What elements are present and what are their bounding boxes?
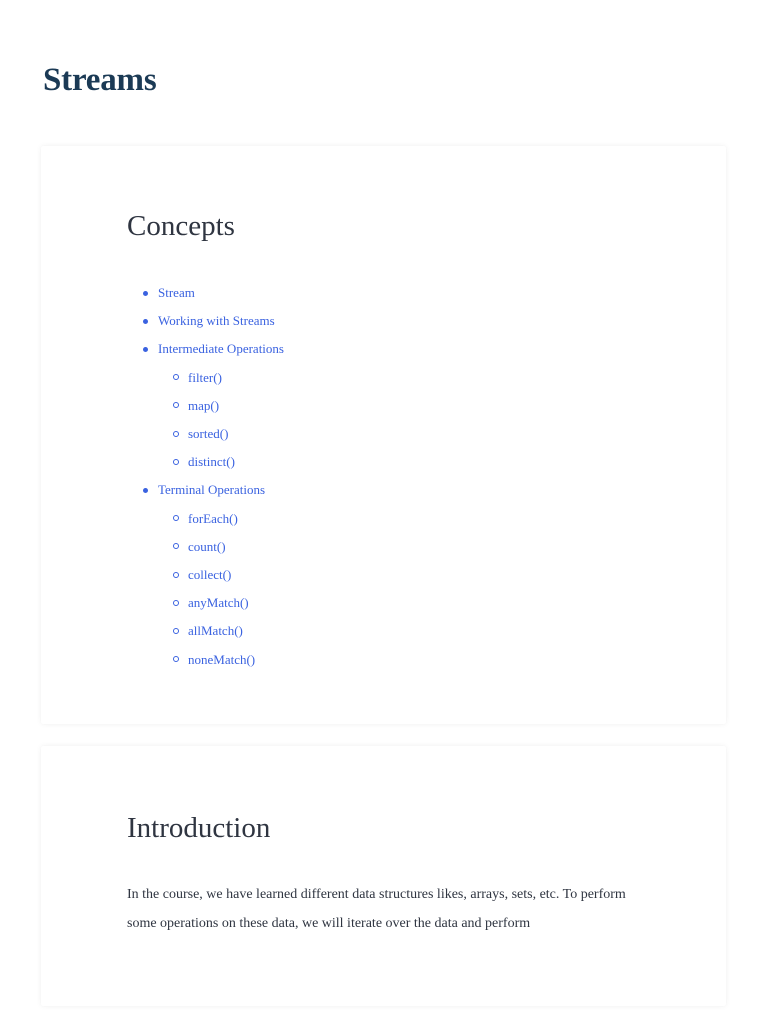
link-count[interactable]: count() [188, 538, 226, 554]
list-item-foreach [158, 505, 284, 533]
list-item-count [158, 533, 284, 561]
list-item-allmatch [158, 617, 284, 645]
link-nonematch[interactable]: noneMatch() [188, 651, 256, 667]
page-title: Streams [43, 62, 157, 98]
link-filter[interactable]: filter() [188, 369, 222, 385]
link-foreach[interactable]: forEach() [188, 510, 238, 526]
link-terminal-operations[interactable]: Terminal Operations [158, 482, 266, 498]
link-anymatch[interactable]: anyMatch() [188, 595, 249, 611]
list-item-filter [158, 364, 284, 392]
link-collect[interactable]: collect() [188, 567, 232, 583]
link-stream[interactable]: Stream [158, 285, 195, 300]
introduction-card [41, 746, 726, 1006]
concepts-list [127, 279, 284, 674]
list-item-collect [158, 561, 284, 589]
list-item-sorted [158, 420, 284, 448]
list-item-map [158, 392, 284, 420]
list-item-stream [127, 279, 284, 307]
link-working-with-streams[interactable]: Working with Streams [158, 313, 275, 329]
link-distinct[interactable]: distinct() [188, 454, 235, 470]
link-map[interactable]: map() [188, 397, 220, 413]
terminal-operations-sublist [158, 505, 284, 674]
concepts-card [41, 146, 726, 724]
list-item-nonematch [158, 646, 284, 674]
list-item-working-with-streams [127, 307, 284, 335]
introduction-paragraph: In the course, we have learned different data structures likes, arrays, sets, etc. To perform some operations on these data, we will iterate over the data and perform [127, 887, 626, 931]
list-item-intermediate-operations [127, 335, 284, 476]
list-item-anymatch [158, 589, 284, 617]
list-item-distinct [158, 448, 284, 476]
introduction-heading: Introduction [127, 812, 271, 844]
link-allmatch[interactable]: allMatch() [188, 623, 243, 639]
concepts-heading: Concepts [127, 210, 235, 242]
link-sorted[interactable]: sorted() [188, 426, 229, 442]
link-intermediate-operations[interactable]: Intermediate Operations [158, 341, 284, 357]
intermediate-operations-sublist [158, 364, 284, 477]
list-item-terminal-operations [127, 476, 284, 673]
